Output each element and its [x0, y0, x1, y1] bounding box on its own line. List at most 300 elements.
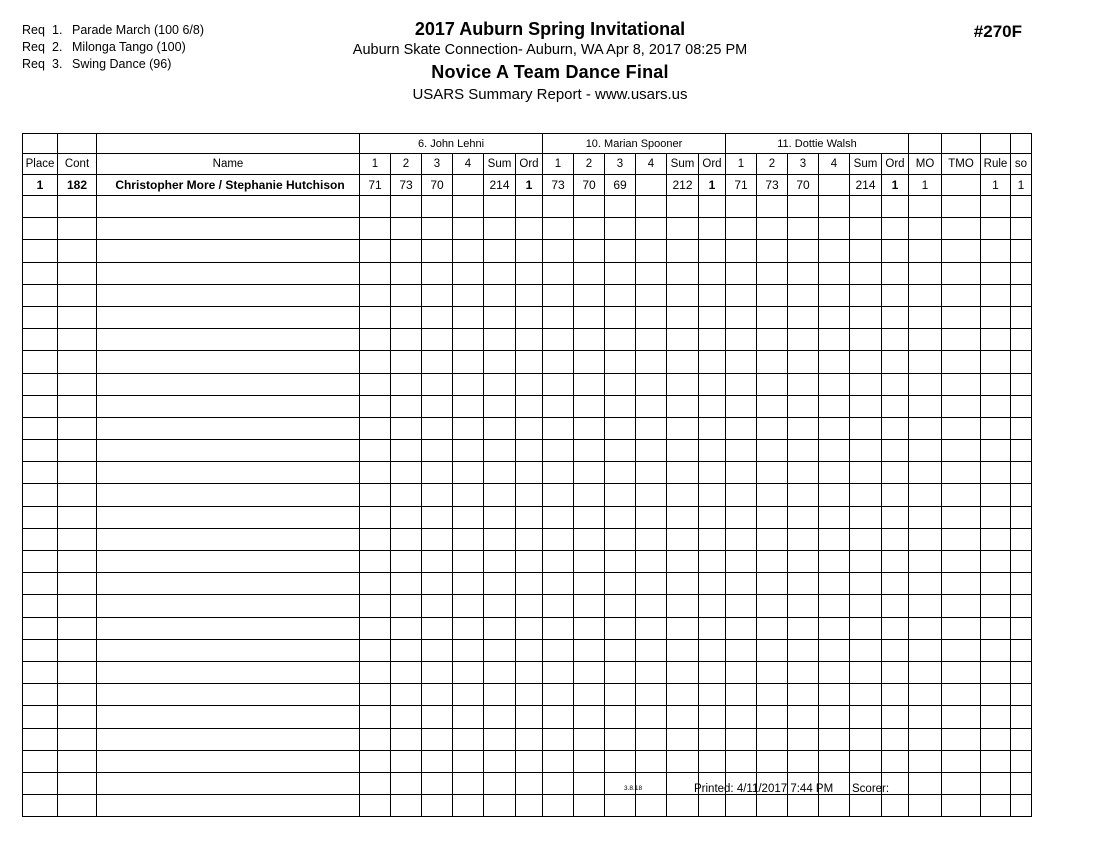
- cell-empty: [942, 262, 981, 284]
- cell-empty: [516, 351, 543, 373]
- spacer-cell: [23, 134, 58, 154]
- cell-empty: [636, 573, 667, 595]
- header-j3-score-4: 4: [819, 154, 850, 175]
- cell-empty: [981, 750, 1011, 772]
- page-title: 2017 Auburn Spring Invitational: [414, 19, 686, 39]
- cell-empty: [23, 306, 58, 328]
- cell-empty: [391, 706, 422, 728]
- cell-empty: [605, 551, 636, 573]
- cell-empty: [667, 595, 699, 617]
- cell-empty: [23, 728, 58, 750]
- cell-empty: [58, 240, 97, 262]
- cell-j2-score-4: [636, 175, 667, 196]
- cell-empty: [453, 639, 484, 661]
- cell-empty: [726, 661, 757, 683]
- cell-empty: [574, 617, 605, 639]
- cell-empty: [788, 329, 819, 351]
- table-row-empty: [23, 661, 1032, 683]
- cell-empty: [453, 440, 484, 462]
- cell-empty: [757, 440, 788, 462]
- cell-empty: [516, 795, 543, 817]
- cell-empty: [909, 440, 942, 462]
- cell-empty: [391, 262, 422, 284]
- cell-empty: [757, 240, 788, 262]
- cell-empty: [484, 240, 516, 262]
- cell-empty: [667, 750, 699, 772]
- cell-empty: [882, 595, 909, 617]
- cell-empty: [909, 462, 942, 484]
- cell-empty: [882, 196, 909, 218]
- cell-empty: [699, 395, 726, 417]
- cell-empty: [1011, 551, 1032, 573]
- cell-empty: [605, 617, 636, 639]
- cell-empty: [360, 440, 391, 462]
- cell-empty: [605, 528, 636, 550]
- cell-empty: [543, 639, 574, 661]
- cell-empty: [543, 728, 574, 750]
- cell-empty: [360, 196, 391, 218]
- cell-empty: [360, 595, 391, 617]
- cell-empty: [605, 395, 636, 417]
- cell-empty: [391, 306, 422, 328]
- spacer-cell: [97, 134, 360, 154]
- cell-empty: [981, 706, 1011, 728]
- cell-empty: [636, 417, 667, 439]
- cell-empty: [453, 395, 484, 417]
- cell-empty: [942, 395, 981, 417]
- cell-empty: [909, 417, 942, 439]
- cell-empty: [981, 284, 1011, 306]
- cell-empty: [516, 462, 543, 484]
- cell-j2-score-1: 73: [543, 175, 574, 196]
- cell-j1-score-4: [453, 175, 484, 196]
- cell-empty: [942, 639, 981, 661]
- cell-empty: [574, 196, 605, 218]
- cell-empty: [391, 728, 422, 750]
- cell-empty: [757, 329, 788, 351]
- cell-empty: [788, 528, 819, 550]
- cell-empty: [58, 706, 97, 728]
- cell-empty: [788, 573, 819, 595]
- cell-empty: [636, 595, 667, 617]
- cell-empty: [605, 484, 636, 506]
- cell-empty: [516, 617, 543, 639]
- cell-empty: [453, 262, 484, 284]
- cell-empty: [981, 506, 1011, 528]
- cell-empty: [543, 795, 574, 817]
- cell-empty: [391, 329, 422, 351]
- cell-empty: [516, 306, 543, 328]
- cell-empty: [819, 639, 850, 661]
- cell-empty: [726, 351, 757, 373]
- cell-empty: [942, 617, 981, 639]
- cell-empty: [757, 417, 788, 439]
- cell-empty: [605, 240, 636, 262]
- cell-empty: [23, 484, 58, 506]
- cell-empty: [788, 373, 819, 395]
- cell-empty: [360, 639, 391, 661]
- cell-empty: [574, 684, 605, 706]
- cell-empty: [422, 595, 453, 617]
- cell-empty: [391, 595, 422, 617]
- cell-empty: [788, 284, 819, 306]
- table-row: [23, 175, 1032, 196]
- cell-empty: [58, 417, 97, 439]
- cell-empty: [97, 306, 360, 328]
- cell-empty: [360, 551, 391, 573]
- cell-empty: [726, 262, 757, 284]
- cell-empty: [909, 795, 942, 817]
- table-row-empty: [23, 262, 1032, 284]
- cell-empty: [726, 329, 757, 351]
- cell-empty: [58, 639, 97, 661]
- cell-empty: [1011, 484, 1032, 506]
- cell-empty: [23, 440, 58, 462]
- cell-empty: [605, 373, 636, 395]
- cell-empty: [543, 528, 574, 550]
- printed-timestamp: Printed: 4/11/2017 7:44 PM: [694, 783, 834, 795]
- cell-empty: [360, 306, 391, 328]
- spacer-cell: [909, 134, 942, 154]
- cell-empty: [667, 661, 699, 683]
- cell-empty: [981, 684, 1011, 706]
- cell-empty: [484, 573, 516, 595]
- cell-empty: [942, 595, 981, 617]
- cell-place: 1: [23, 175, 58, 196]
- cell-empty: [850, 528, 882, 550]
- cell-empty: [667, 506, 699, 528]
- cell-empty: [453, 506, 484, 528]
- cell-empty: [942, 440, 981, 462]
- cell-empty: [942, 284, 981, 306]
- cell-empty: [850, 284, 882, 306]
- cell-empty: [1011, 595, 1032, 617]
- cell-empty: [58, 351, 97, 373]
- cell-empty: [23, 218, 58, 240]
- cell-empty: [726, 484, 757, 506]
- cell-empty: [757, 706, 788, 728]
- cell-empty: [909, 329, 942, 351]
- cell-empty: [360, 373, 391, 395]
- cell-empty: [699, 440, 726, 462]
- cell-empty: [453, 595, 484, 617]
- cell-empty: [667, 440, 699, 462]
- cell-empty: [726, 595, 757, 617]
- cell-empty: [453, 417, 484, 439]
- cell-empty: [422, 617, 453, 639]
- cell-empty: [422, 351, 453, 373]
- cell-empty: [981, 440, 1011, 462]
- cell-empty: [636, 795, 667, 817]
- cell-empty: [391, 484, 422, 506]
- cell-empty: [391, 506, 422, 528]
- cell-empty: [360, 240, 391, 262]
- cell-empty: [422, 284, 453, 306]
- cell-empty: [699, 351, 726, 373]
- cell-empty: [484, 262, 516, 284]
- cell-empty: [757, 528, 788, 550]
- cell-empty: [850, 573, 882, 595]
- cell-empty: [788, 196, 819, 218]
- cell-empty: [453, 772, 484, 794]
- cell-empty: [882, 262, 909, 284]
- cell-empty: [667, 617, 699, 639]
- cell-empty: [58, 440, 97, 462]
- cell-empty: [788, 262, 819, 284]
- cell-empty: [726, 306, 757, 328]
- cell-empty: [942, 684, 981, 706]
- cell-empty: [909, 728, 942, 750]
- cell-empty: [1011, 262, 1032, 284]
- cell-empty: [543, 306, 574, 328]
- cell-empty: [757, 306, 788, 328]
- cell-empty: [574, 417, 605, 439]
- cell-j3-sum: 214: [850, 175, 882, 196]
- cell-empty: [605, 417, 636, 439]
- cell-empty: [516, 750, 543, 772]
- cell-empty: [23, 196, 58, 218]
- cell-empty: [699, 528, 726, 550]
- cell-empty: [574, 462, 605, 484]
- cell-empty: [819, 284, 850, 306]
- cell-empty: [981, 639, 1011, 661]
- cell-empty: [788, 595, 819, 617]
- cell-empty: [726, 551, 757, 573]
- cell-empty: [422, 528, 453, 550]
- cell-empty: [757, 395, 788, 417]
- cell-empty: [726, 284, 757, 306]
- cell-empty: [882, 528, 909, 550]
- cell-empty: [788, 462, 819, 484]
- judge-header-1: 6. John Lehni: [360, 134, 543, 154]
- cell-empty: [453, 351, 484, 373]
- cell-empty: [97, 661, 360, 683]
- cell-empty: [23, 617, 58, 639]
- cell-empty: [788, 639, 819, 661]
- cell-empty: [636, 528, 667, 550]
- cell-empty: [882, 240, 909, 262]
- event-code: #270F: [973, 22, 1022, 41]
- cell-empty: [1011, 573, 1032, 595]
- scorer-label: Scorer:: [852, 783, 890, 795]
- cell-empty: [942, 306, 981, 328]
- cell-empty: [97, 772, 360, 794]
- cell-empty: [422, 306, 453, 328]
- cell-empty: [819, 684, 850, 706]
- cell-empty: [909, 772, 942, 794]
- cell-empty: [699, 617, 726, 639]
- cell-empty: [453, 706, 484, 728]
- header-j2-score-4: 4: [636, 154, 667, 175]
- cell-empty: [757, 595, 788, 617]
- cell-empty: [543, 462, 574, 484]
- cell-empty: [23, 417, 58, 439]
- header-j1-ord: Ord: [516, 154, 543, 175]
- cell-empty: [636, 506, 667, 528]
- cell-empty: [788, 661, 819, 683]
- cell-empty: [453, 218, 484, 240]
- cell-empty: [574, 484, 605, 506]
- cell-empty: [97, 595, 360, 617]
- cell-empty: [1011, 528, 1032, 550]
- cell-empty: [58, 373, 97, 395]
- cell-empty: [850, 417, 882, 439]
- cell-empty: [726, 728, 757, 750]
- cell-empty: [882, 573, 909, 595]
- spacer-cell: [942, 134, 981, 154]
- cell-empty: [1011, 240, 1032, 262]
- cell-empty: [453, 329, 484, 351]
- cell-empty: [484, 551, 516, 573]
- cell-empty: [453, 462, 484, 484]
- cell-empty: [422, 218, 453, 240]
- cell-empty: [360, 395, 391, 417]
- cell-empty: [667, 240, 699, 262]
- cell-empty: [942, 795, 981, 817]
- cell-empty: [757, 218, 788, 240]
- cell-empty: [726, 639, 757, 661]
- cell-empty: [850, 661, 882, 683]
- cell-empty: [636, 218, 667, 240]
- event-title: Novice A Team Dance Final: [431, 62, 669, 82]
- cell-empty: [699, 373, 726, 395]
- cell-empty: [58, 262, 97, 284]
- cell-empty: [819, 573, 850, 595]
- cell-empty: [909, 284, 942, 306]
- cell-j1-score-2: 73: [391, 175, 422, 196]
- cell-empty: [453, 484, 484, 506]
- cell-empty: [484, 284, 516, 306]
- cell-empty: [484, 440, 516, 462]
- cell-empty: [726, 573, 757, 595]
- cell-empty: [391, 617, 422, 639]
- cell-empty: [788, 306, 819, 328]
- cell-empty: [97, 506, 360, 528]
- header-j3-sum: Sum: [850, 154, 882, 175]
- cell-empty: [1011, 218, 1032, 240]
- cell-empty: [516, 528, 543, 550]
- cell-empty: [453, 284, 484, 306]
- cell-j2-score-3: 69: [605, 175, 636, 196]
- cell-empty: [453, 528, 484, 550]
- cell-empty: [909, 573, 942, 595]
- cell-empty: [882, 284, 909, 306]
- cell-empty: [1011, 196, 1032, 218]
- cell-empty: [422, 551, 453, 573]
- cell-empty: [1011, 373, 1032, 395]
- cell-empty: [819, 329, 850, 351]
- cell-empty: [819, 262, 850, 284]
- report-subtitle: USARS Summary Report - www.usars.us: [412, 86, 688, 103]
- cell-empty: [819, 528, 850, 550]
- cell-empty: [58, 284, 97, 306]
- cell-empty: [97, 795, 360, 817]
- cell-empty: [360, 706, 391, 728]
- version-code: 3.8.18: [624, 785, 643, 792]
- cell-empty: [516, 395, 543, 417]
- cell-empty: [58, 551, 97, 573]
- cell-empty: [882, 395, 909, 417]
- cell-empty: [516, 573, 543, 595]
- cell-empty: [574, 728, 605, 750]
- cell-empty: [942, 506, 981, 528]
- cell-empty: [850, 551, 882, 573]
- cell-empty: [636, 284, 667, 306]
- cell-empty: [667, 684, 699, 706]
- cell-empty: [516, 728, 543, 750]
- cell-empty: [726, 395, 757, 417]
- cell-empty: [942, 218, 981, 240]
- cell-empty: [605, 750, 636, 772]
- cell-empty: [788, 750, 819, 772]
- spacer-cell: [981, 134, 1011, 154]
- cell-empty: [422, 373, 453, 395]
- cell-empty: [23, 329, 58, 351]
- table-row-empty: [23, 306, 1032, 328]
- cell-empty: [882, 750, 909, 772]
- table-row-empty: [23, 240, 1032, 262]
- cell-empty: [574, 351, 605, 373]
- cell-empty: [636, 728, 667, 750]
- cell-empty: [360, 728, 391, 750]
- cell-empty: [909, 528, 942, 550]
- cell-empty: [667, 551, 699, 573]
- cell-empty: [484, 506, 516, 528]
- cell-empty: [667, 351, 699, 373]
- cell-j1-score-1: 71: [360, 175, 391, 196]
- cell-empty: [981, 728, 1011, 750]
- cell-empty: [909, 240, 942, 262]
- cell-empty: [699, 417, 726, 439]
- cell-empty: [636, 306, 667, 328]
- table-row-empty: [23, 440, 1032, 462]
- cell-empty: [909, 661, 942, 683]
- cell-empty: [23, 373, 58, 395]
- cell-empty: [360, 484, 391, 506]
- cell-empty: [882, 440, 909, 462]
- cell-empty: [58, 218, 97, 240]
- cell-empty: [422, 772, 453, 794]
- cell-empty: [942, 528, 981, 550]
- cell-empty: [909, 684, 942, 706]
- cell-empty: [1011, 706, 1032, 728]
- cell-empty: [699, 196, 726, 218]
- cell-empty: [422, 639, 453, 661]
- header-j3-score-1: 1: [726, 154, 757, 175]
- cell-empty: [543, 262, 574, 284]
- cell-empty: [788, 506, 819, 528]
- cell-empty: [1011, 617, 1032, 639]
- cell-empty: [909, 595, 942, 617]
- cell-empty: [516, 551, 543, 573]
- cell-empty: [484, 417, 516, 439]
- cell-empty: [97, 551, 360, 573]
- cell-empty: [605, 506, 636, 528]
- cell-empty: [981, 551, 1011, 573]
- cell-empty: [422, 750, 453, 772]
- cell-empty: [757, 262, 788, 284]
- cell-empty: [882, 661, 909, 683]
- cell-empty: [605, 262, 636, 284]
- cell-empty: [391, 395, 422, 417]
- cell-empty: [757, 639, 788, 661]
- cell-empty: [942, 772, 981, 794]
- venue-line: Auburn Skate Connection- Auburn, WA Apr 8, 2017 08:25 PM: [352, 42, 748, 58]
- cell-empty: [850, 462, 882, 484]
- cell-empty: [391, 240, 422, 262]
- header-j1-sum: Sum: [484, 154, 516, 175]
- cell-empty: [942, 196, 981, 218]
